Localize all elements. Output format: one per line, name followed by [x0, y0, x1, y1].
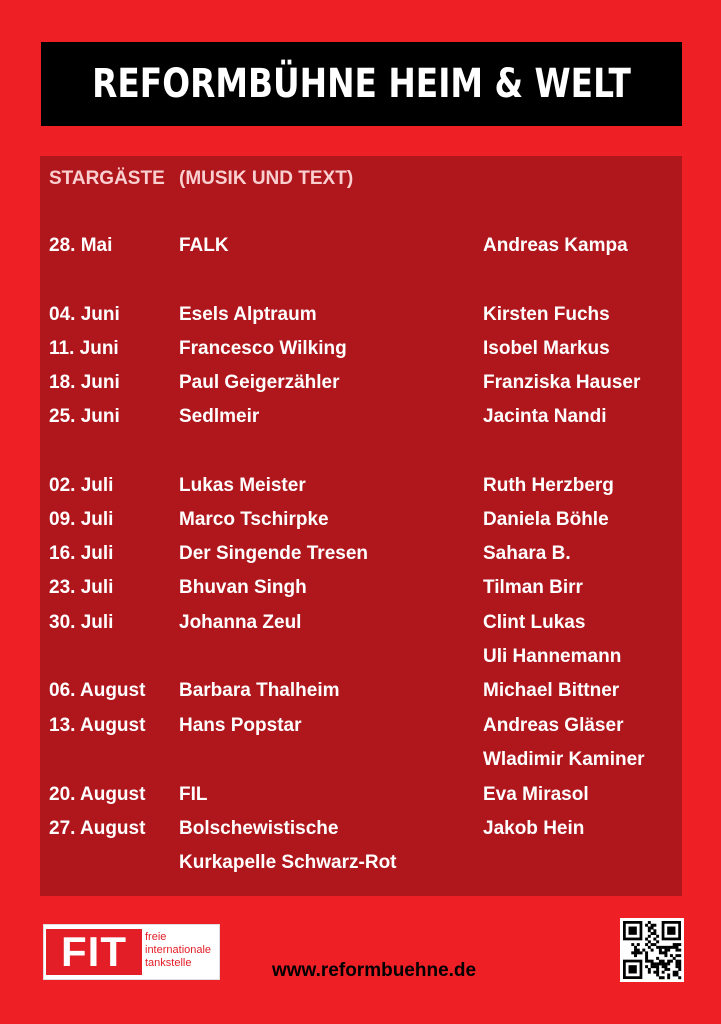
schedule-text: Franziska Hauser	[483, 372, 641, 393]
schedule-text: Daniela Böhle	[483, 509, 609, 530]
website-link[interactable]: www.reformbuehne.de	[272, 960, 477, 981]
schedule-music: Bhuvan Singh	[179, 577, 307, 598]
schedule-music: Lukas Meister	[179, 475, 306, 496]
heading-label: STARGÄSTE	[49, 168, 165, 189]
fit-logo-line: tankstelle	[145, 957, 192, 969]
schedule-text: Isobel Markus	[483, 338, 610, 359]
schedule-music: Barbara Thalheim	[179, 680, 340, 701]
schedule-music: Hans Popstar	[179, 715, 302, 736]
schedule-text: Michael Bittner	[483, 680, 620, 701]
schedule-date: 16. Juli	[49, 543, 114, 564]
schedule-date: 02. Juli	[49, 475, 114, 496]
schedule-text: Jakob Hein	[483, 818, 585, 839]
schedule-text: Tilman Birr	[483, 577, 583, 598]
fit-logo-line: internationale	[145, 944, 212, 956]
schedule-music: Der Singende Tresen	[179, 543, 369, 564]
fit-logo-line: freie	[145, 931, 167, 943]
schedule-date: 25. Juni	[49, 406, 120, 427]
schedule-panel	[40, 156, 682, 896]
qr-code[interactable]	[620, 918, 684, 982]
schedule-music: Esels Alptraum	[179, 304, 317, 325]
schedule-music: FALK	[179, 235, 229, 256]
schedule-date: 27. August	[49, 818, 146, 839]
schedule-music: Bolschewistische	[179, 818, 339, 839]
schedule-heading	[49, 168, 354, 190]
schedule-text: Ruth Herzberg	[483, 475, 614, 496]
schedule-music: Johanna Zeul	[179, 612, 302, 633]
schedule-date: 11. Juni	[49, 338, 119, 359]
schedule-date: 18. Juni	[49, 372, 120, 393]
schedule-text: Eva Mirasol	[483, 784, 589, 805]
title-bar	[41, 42, 682, 126]
schedule-text: Kirsten Fuchs	[483, 304, 610, 325]
schedule-text: Uli Hannemann	[483, 646, 622, 667]
schedule-music: Marco Tschirpke	[179, 509, 329, 530]
schedule-date: 28. Mai	[49, 235, 113, 256]
schedule-text: Andreas Gläser	[483, 715, 624, 736]
schedule-date: 09. Juli	[49, 509, 114, 530]
schedule-date: 06. August	[49, 680, 146, 701]
schedule-text: Sahara B.	[483, 543, 571, 564]
schedule-music: FIL	[179, 784, 208, 805]
schedule-music: Paul Geigerzähler	[179, 372, 340, 393]
schedule-text: Wladimir Kaminer	[483, 749, 645, 770]
schedule-text: Clint Lukas	[483, 612, 586, 633]
schedule-date: 04. Juni	[49, 304, 120, 325]
schedule-music: Kurkapelle Schwarz-Rot	[179, 852, 397, 873]
fit-logo-text	[145, 931, 211, 970]
schedule-date: 20. August	[49, 784, 146, 805]
fit-logo	[43, 924, 220, 980]
fit-logo-mark: FIT	[46, 929, 142, 975]
schedule-music: Francesco Wilking	[179, 338, 347, 359]
heading-sub: (MUSIK UND TEXT)	[179, 168, 354, 189]
schedule-text: Andreas Kampa	[483, 235, 628, 256]
schedule-date: 30. Juli	[49, 612, 114, 633]
schedule-date: 13. August	[49, 715, 146, 736]
schedule-text: Jacinta Nandi	[483, 406, 607, 427]
page-title: REFORMBÜHNE HEIM & WELT	[92, 61, 631, 107]
schedule-music: Sedlmeir	[179, 406, 260, 427]
schedule-date: 23. Juli	[49, 577, 114, 598]
